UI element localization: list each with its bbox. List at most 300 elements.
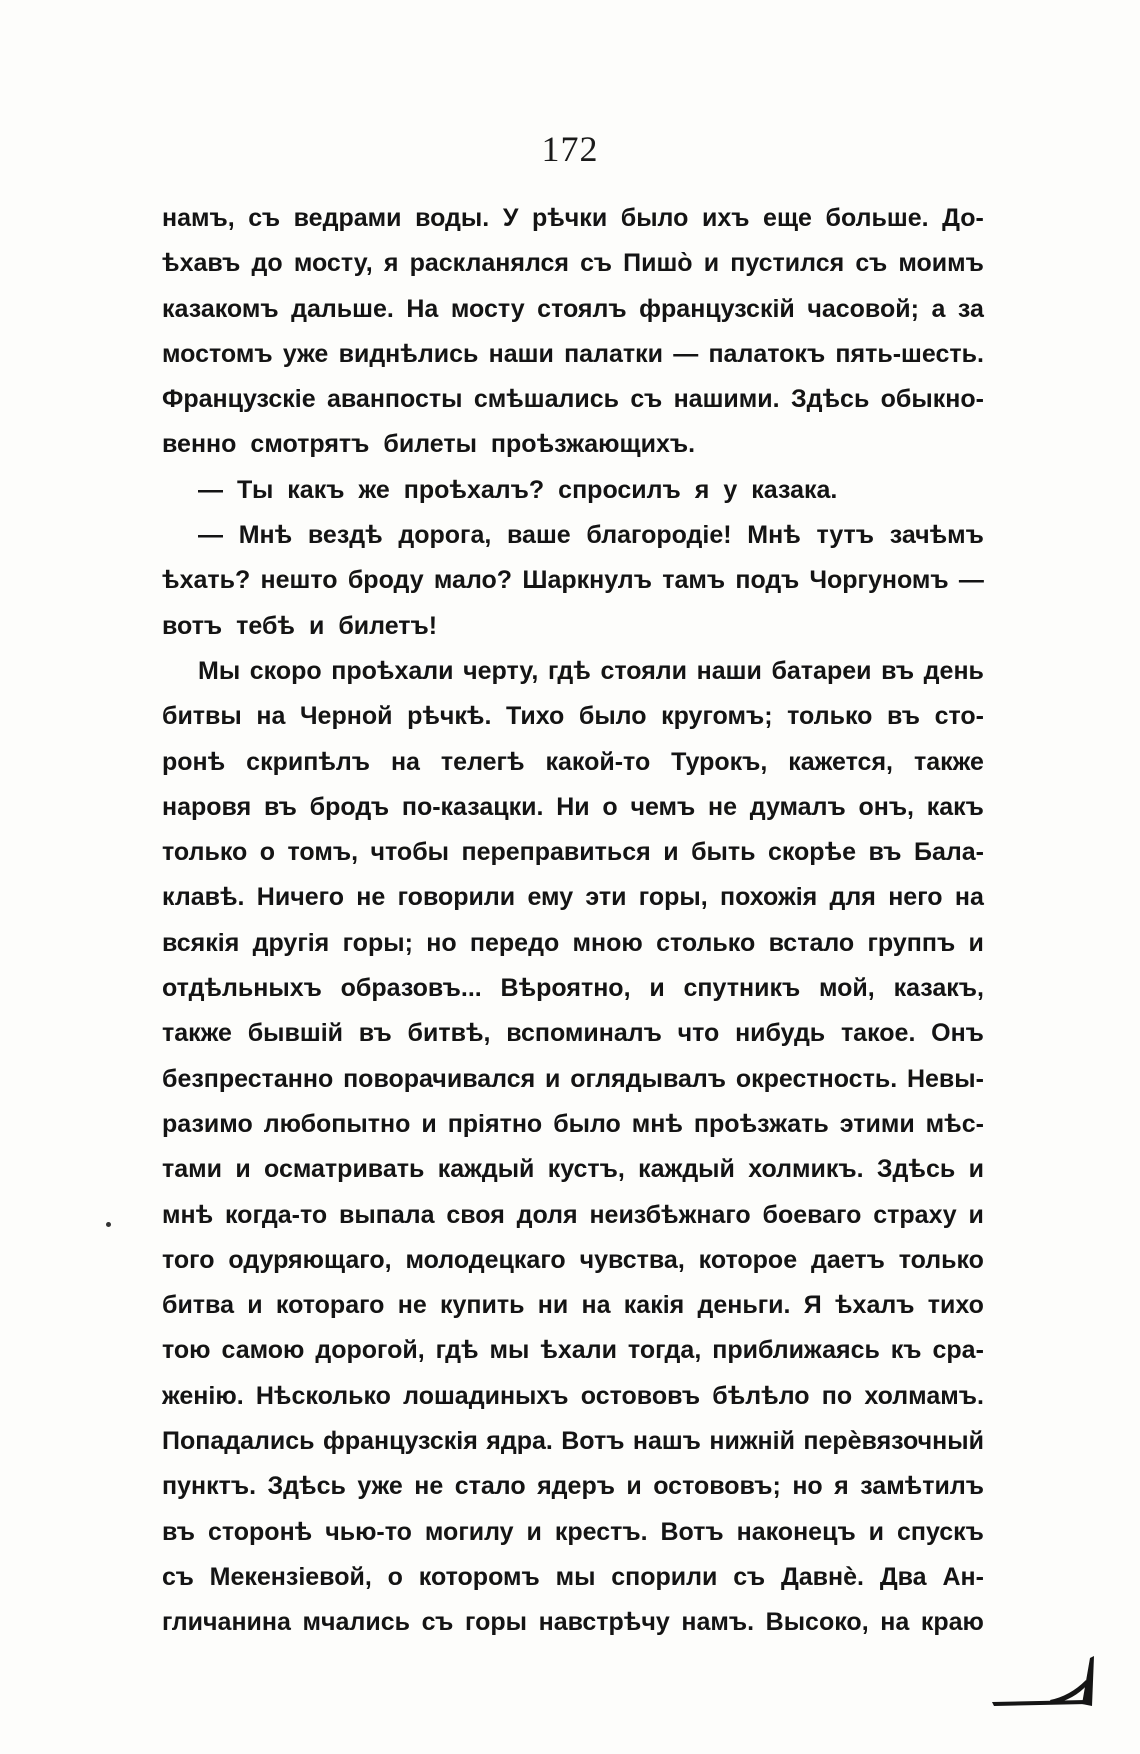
word: въ — [358, 1019, 392, 1048]
word: казака. — [751, 475, 838, 504]
word: я — [834, 1472, 849, 1501]
word: битва — [162, 1291, 234, 1320]
text-line — [162, 241, 984, 286]
text-line — [162, 1374, 984, 1419]
text-line — [162, 1147, 984, 1192]
word: онъ, — [858, 792, 914, 821]
word: даетъ — [810, 1245, 885, 1274]
word: Чоргуномъ — [809, 566, 949, 595]
word: и — [868, 1517, 884, 1546]
word: горы — [465, 1608, 527, 1637]
word: мосту, — [293, 249, 373, 278]
word: пріятно — [447, 1109, 543, 1138]
word: и — [663, 838, 679, 867]
word: и — [626, 1472, 642, 1501]
word: осматривать — [264, 1155, 425, 1184]
word: боеваго — [762, 1200, 862, 1229]
word: какъ — [287, 475, 345, 504]
word: виднѣлись — [338, 339, 479, 368]
text-line — [162, 785, 984, 830]
word: До- — [942, 204, 984, 232]
word: только — [898, 1245, 984, 1274]
word: окрестность. — [735, 1064, 898, 1093]
word: бродъ — [309, 792, 390, 821]
word: битвы — [162, 702, 242, 731]
word: Французскіе — [162, 385, 316, 414]
text-line — [162, 1102, 984, 1147]
word: зачѣмъ — [889, 521, 984, 550]
word: по — [821, 1381, 853, 1410]
body-text — [162, 196, 984, 1646]
word: похожія — [720, 883, 818, 912]
word: Два — [879, 1562, 927, 1591]
corner-flourish-icon — [990, 1650, 1100, 1710]
word: мы — [489, 1336, 530, 1365]
word: за — [957, 294, 984, 323]
word: гличанина — [162, 1608, 291, 1637]
word: и — [703, 249, 720, 278]
word: пять-шесть. — [835, 339, 984, 368]
word: доля — [516, 1200, 578, 1229]
word: сто- — [934, 702, 984, 731]
word: лошадиныхъ — [403, 1381, 569, 1410]
word: мною — [572, 928, 643, 957]
word: только — [162, 838, 248, 867]
word: краю — [920, 1608, 984, 1637]
word: каждый — [638, 1155, 735, 1184]
word: въ — [881, 656, 915, 685]
word: съ — [580, 249, 612, 278]
word: одуряющаго, — [228, 1245, 392, 1274]
text-line — [162, 287, 984, 332]
word: Вѣроятно, — [500, 974, 631, 1003]
word: аванпосты — [326, 385, 463, 414]
word: тутъ — [816, 521, 875, 550]
text-line — [162, 1510, 984, 1555]
word: перѐвязочный — [803, 1427, 984, 1456]
word: Ан- — [942, 1562, 984, 1591]
word: мало? — [433, 566, 513, 595]
word: французскія — [322, 1427, 478, 1456]
word: дальше. — [291, 294, 394, 323]
word: и — [545, 1064, 561, 1093]
word: отдѣльныхъ — [162, 974, 322, 1003]
word: благородіе! — [586, 521, 732, 550]
word: и — [526, 1517, 542, 1546]
word: быть — [691, 838, 756, 867]
word: дорога, — [398, 521, 492, 550]
word: купить — [440, 1291, 525, 1320]
word: Здѣсь — [790, 385, 870, 414]
word: билеты — [383, 430, 477, 459]
word: мой, — [819, 974, 875, 1003]
text-line — [162, 1057, 984, 1102]
word: телегѣ — [440, 747, 525, 776]
word: каждый — [437, 1155, 535, 1184]
word: и — [968, 1200, 984, 1229]
word: съ — [162, 1562, 194, 1591]
text-line — [162, 1193, 984, 1238]
word: горы; — [342, 928, 413, 957]
word: Бала- — [913, 838, 984, 867]
word: Я — [803, 1291, 822, 1320]
word: ѣхалъ — [834, 1291, 915, 1320]
word: — — [958, 566, 984, 595]
text-line — [162, 1011, 984, 1056]
word: — — [673, 339, 699, 368]
word: выпала — [339, 1200, 435, 1229]
word: котораго — [275, 1291, 385, 1320]
word: проѣхалъ? — [403, 475, 545, 504]
word: въ — [868, 838, 902, 867]
word: замѣтилъ — [860, 1472, 984, 1501]
word: съ — [630, 385, 663, 414]
word: разимо — [162, 1109, 253, 1138]
word: всякія — [162, 928, 240, 957]
text-line — [162, 1283, 984, 1328]
word: гдѣ — [547, 656, 591, 685]
word: которое — [698, 1245, 798, 1274]
text-line — [162, 740, 984, 785]
word: не — [356, 883, 386, 912]
word: у — [723, 475, 738, 504]
word: Попадались — [162, 1427, 315, 1456]
word: скорѣе — [767, 838, 857, 867]
text-line — [162, 966, 984, 1011]
word: я — [383, 249, 399, 278]
word: Ни — [556, 792, 590, 821]
word: какъ — [926, 792, 984, 821]
text-line — [162, 468, 984, 513]
word: безпрестанно — [162, 1064, 334, 1093]
word: больше. — [825, 204, 929, 232]
word: — — [198, 521, 223, 550]
text-line — [162, 1600, 984, 1645]
word: Вотъ — [660, 1517, 724, 1546]
text-line — [162, 422, 984, 467]
word: Пишо̀ — [623, 249, 693, 278]
word: проѣхали — [331, 656, 454, 685]
word: — — [198, 475, 223, 504]
word: рѣчкѣ. — [407, 702, 492, 731]
word: день — [923, 656, 984, 685]
word: спутникъ — [683, 974, 801, 1003]
word: образовъ... — [340, 974, 482, 1003]
word: въ — [263, 792, 297, 821]
text-line — [162, 604, 984, 649]
word: бѣлѣло — [712, 1381, 810, 1410]
word: такое. — [840, 1019, 916, 1048]
word: Ничего — [256, 883, 344, 912]
word: кругомъ; — [661, 702, 773, 731]
word: и — [968, 928, 984, 957]
word: кажется, — [788, 747, 893, 776]
word: дорогой, — [315, 1336, 425, 1365]
word: Черной — [299, 702, 393, 731]
word: тамъ — [662, 566, 726, 595]
word: столько — [656, 928, 756, 957]
word: Здѣсь — [876, 1155, 956, 1184]
word: крестъ. — [554, 1517, 648, 1546]
word: группъ — [867, 928, 956, 957]
word: и — [247, 1291, 263, 1320]
word: чью-то — [325, 1517, 412, 1546]
word: но — [792, 1472, 823, 1501]
word: вездѣ — [307, 521, 383, 550]
word: холмамъ. — [864, 1381, 984, 1410]
word: палатокъ — [708, 339, 826, 368]
word: Здѣсь — [267, 1472, 346, 1501]
word: также — [162, 1019, 232, 1048]
text-line — [162, 558, 984, 603]
word: навстрѣчу — [538, 1608, 670, 1637]
word: холмикъ. — [748, 1155, 864, 1184]
word: на — [390, 747, 420, 776]
word: оглядывалъ — [570, 1064, 727, 1093]
word: проѣзжать — [693, 1109, 829, 1138]
word: о — [602, 792, 618, 821]
word: проѣзжающихъ. — [490, 430, 696, 459]
text-line — [162, 649, 984, 694]
word: Шаркнулъ — [522, 566, 652, 595]
word: подъ — [735, 566, 800, 595]
word: мостомъ — [162, 339, 273, 368]
word: нашими. — [673, 385, 780, 414]
word: и — [649, 974, 665, 1003]
word: клавѣ. — [162, 883, 245, 912]
word: для — [829, 883, 876, 912]
word: уже — [357, 1472, 403, 1501]
word: часовой; — [807, 294, 919, 323]
word: Тихо — [506, 702, 565, 731]
word: тебѣ — [236, 611, 295, 640]
word: самою — [221, 1336, 305, 1365]
word: также — [913, 747, 984, 776]
text-line — [162, 1419, 984, 1464]
text-line — [162, 875, 984, 920]
text-line — [162, 1555, 984, 1600]
word: скрипѣлъ — [246, 747, 370, 776]
word: пустился — [730, 249, 845, 278]
word: мы — [555, 1562, 596, 1591]
word: только — [787, 702, 873, 731]
word: встало — [768, 928, 855, 957]
word: стоялъ — [537, 294, 627, 323]
word: и — [308, 611, 325, 640]
word: о — [259, 838, 276, 867]
word: въ — [887, 702, 920, 731]
word: было — [578, 702, 647, 731]
word: но — [426, 928, 457, 957]
word: Нѣсколько — [255, 1381, 391, 1410]
word: остововъ — [580, 1381, 701, 1410]
word: Турокъ, — [671, 747, 768, 776]
word: спорили — [611, 1562, 718, 1591]
word: нибудь — [735, 1019, 826, 1048]
text-line — [162, 694, 984, 739]
word: На — [406, 294, 439, 323]
word: французскій — [639, 294, 795, 323]
word: ѣхавъ — [162, 249, 241, 278]
word: пунктъ. — [162, 1472, 257, 1501]
word: обыкно- — [880, 385, 984, 414]
word: ѣхать? — [162, 566, 251, 595]
word: венно — [162, 430, 237, 459]
word: деньги. — [697, 1291, 791, 1320]
word: тою — [162, 1336, 211, 1365]
word: чемъ — [630, 792, 696, 821]
text-line — [162, 1238, 984, 1283]
word: переправиться — [461, 838, 651, 867]
word: наши — [488, 339, 554, 368]
word: Вотъ — [561, 1427, 625, 1456]
word: Мнѣ — [238, 521, 293, 550]
word: думалъ — [749, 792, 846, 821]
word: Ты — [237, 475, 274, 504]
word: сторонѣ — [207, 1517, 313, 1546]
word: чтобы — [370, 838, 449, 867]
word: спросилъ — [558, 475, 681, 504]
word: этими — [839, 1109, 915, 1138]
word: нашъ — [632, 1427, 701, 1456]
word: какія — [623, 1291, 685, 1320]
word: ваше — [507, 521, 571, 550]
word: передо — [469, 928, 560, 957]
word: ихъ — [701, 204, 750, 232]
word: что — [677, 1019, 720, 1048]
word: вспоминалъ — [506, 1019, 662, 1048]
word: которомъ — [418, 1562, 540, 1591]
word: остововъ; — [653, 1472, 781, 1501]
word: мѣс- — [925, 1109, 984, 1138]
word: воды. — [415, 204, 490, 232]
word: Мнѣ — [747, 521, 801, 550]
margin-dot — [106, 1222, 111, 1227]
word: до — [251, 249, 283, 278]
word: того — [162, 1245, 215, 1274]
text-line — [162, 377, 984, 422]
word: эти — [585, 883, 627, 912]
word: любопытно — [263, 1109, 411, 1138]
word: наровя — [162, 792, 252, 821]
word: скоро — [249, 656, 322, 685]
word: и — [968, 1155, 984, 1184]
word: на — [880, 1608, 910, 1637]
text-line — [162, 513, 984, 558]
word: ронѣ — [162, 747, 226, 776]
word: раскланялся — [409, 249, 569, 278]
word: мнѣ — [631, 1109, 683, 1138]
word: было — [553, 1109, 621, 1138]
word: смотрятъ — [250, 430, 370, 459]
word: женію. — [162, 1381, 244, 1410]
word: сра- — [932, 1336, 984, 1365]
word: билетъ! — [338, 611, 438, 640]
word: я — [694, 475, 710, 504]
word: когда-то — [224, 1200, 328, 1229]
word: на — [581, 1291, 611, 1320]
word: тогда, — [627, 1336, 702, 1365]
word: ядеръ — [537, 1472, 615, 1501]
word: не — [414, 1472, 444, 1501]
text-line — [162, 921, 984, 966]
word: Мы — [198, 656, 241, 685]
word: мчались — [302, 1608, 410, 1637]
word: Высоко, — [765, 1608, 869, 1637]
word: бывшій — [247, 1019, 344, 1048]
word: вотъ — [162, 611, 223, 640]
word: броду — [347, 566, 424, 595]
word: ведрами — [293, 204, 402, 232]
word: и — [235, 1155, 251, 1184]
word: на — [954, 883, 984, 912]
word: томъ, — [287, 838, 359, 867]
word: ѣхали — [540, 1336, 617, 1365]
word: спускъ — [896, 1517, 984, 1546]
word: ядра. — [486, 1427, 553, 1456]
text-line — [162, 332, 984, 377]
word: мнѣ — [162, 1200, 214, 1229]
word: молодецкаго — [405, 1245, 566, 1274]
word: о — [387, 1562, 403, 1591]
word: стало — [454, 1472, 526, 1501]
word: ему — [527, 883, 574, 912]
word: съ — [248, 204, 281, 232]
text-line — [162, 830, 984, 875]
word: и — [421, 1109, 437, 1138]
page-number: 172 — [541, 129, 599, 169]
text-line — [162, 1464, 984, 1509]
word: въ — [162, 1517, 195, 1546]
word: не — [708, 792, 738, 821]
word: съ — [421, 1608, 454, 1637]
word: съ — [733, 1562, 766, 1591]
word: ни — [537, 1291, 569, 1320]
word: наши — [696, 656, 762, 685]
word: другія — [252, 928, 330, 957]
word: говорили — [397, 883, 516, 912]
word: наконецъ — [736, 1517, 856, 1546]
word: къ — [890, 1336, 922, 1365]
word: стояли — [600, 656, 688, 685]
word: кустъ, — [547, 1155, 625, 1184]
word: неизбѣжнаго — [589, 1200, 751, 1229]
word: нешто — [260, 566, 338, 595]
word: съ — [855, 249, 888, 278]
text-line — [162, 1328, 984, 1373]
word: было — [620, 204, 689, 232]
word: гдѣ — [435, 1336, 479, 1365]
word: палатки — [564, 339, 663, 368]
word: казакъ, — [893, 974, 984, 1003]
word: приближаясь — [712, 1336, 880, 1365]
word: битвѣ, — [407, 1019, 491, 1048]
word: Невы- — [906, 1064, 984, 1093]
word: рѣчки — [531, 204, 608, 232]
word: уже — [282, 339, 329, 368]
word: же — [358, 475, 390, 504]
text-line — [162, 196, 984, 241]
word: своя — [446, 1200, 505, 1229]
word: горы, — [638, 883, 708, 912]
word: мосту — [450, 294, 525, 323]
word: черту, — [463, 656, 539, 685]
word: по-казацки. — [401, 792, 544, 821]
word: тихо — [927, 1291, 984, 1320]
word: намъ. — [681, 1608, 755, 1637]
word: какой-то — [545, 747, 651, 776]
word: а — [931, 294, 946, 323]
